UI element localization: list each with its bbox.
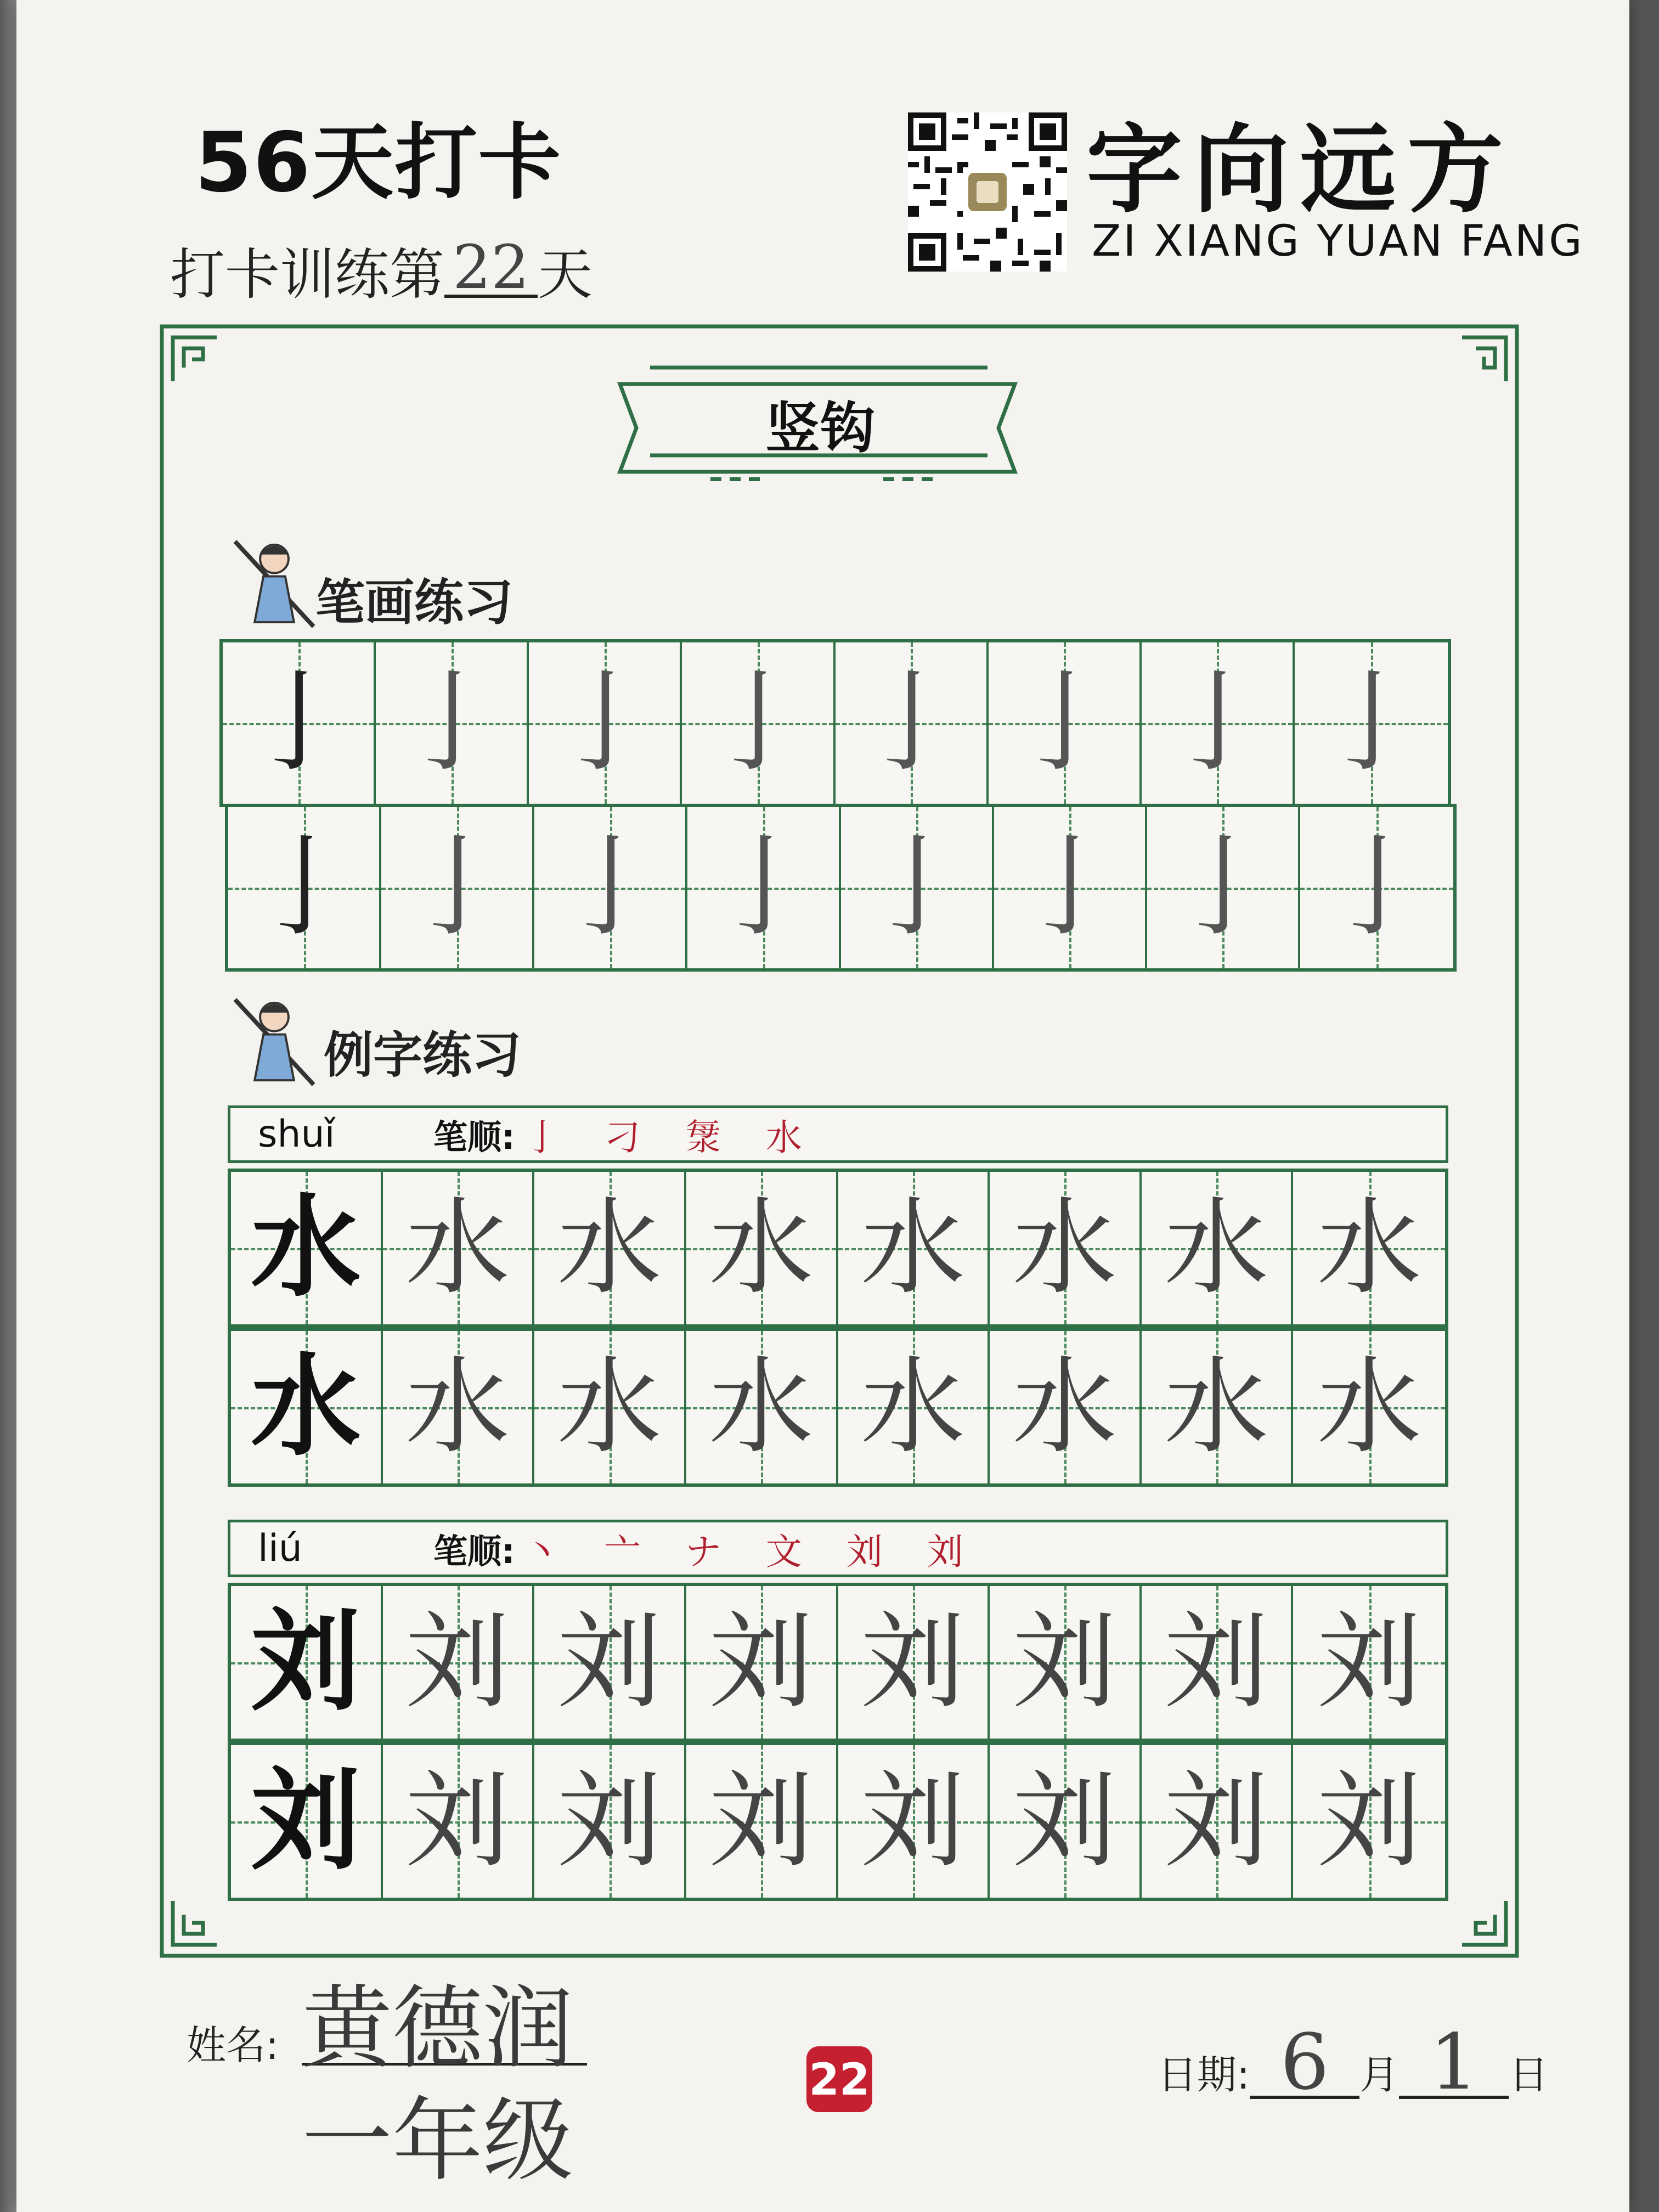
stroke-practice-cell: [381, 807, 534, 968]
stroke-glyph: 亅: [1009, 659, 1119, 787]
practice-character: 刘: [405, 1760, 510, 1882]
stroke-order-sequence: 亅 刁 𣴴 水: [523, 1116, 819, 1159]
lesson-stroke-name: 竖钩: [765, 396, 875, 460]
practice-character: 刘: [1164, 1760, 1269, 1882]
handwritten-character-cell: [383, 1586, 535, 1739]
name-label: 姓名:: [187, 2022, 279, 2068]
practice-character: 刘: [1317, 1760, 1421, 1882]
practice-character: 刘: [860, 1601, 965, 1723]
day-prefix: 打卡训练第: [170, 242, 444, 307]
practice-character: 水: [1317, 1346, 1421, 1468]
stroke-glyph: 亅: [249, 823, 359, 951]
char-info-bar-shui: [228, 1105, 1448, 1163]
handwritten-character-cell: [838, 1586, 990, 1739]
stroke-practice-cell: [682, 642, 835, 804]
handwritten-character-cell: [1293, 1586, 1445, 1739]
practice-character: 刘: [1012, 1601, 1117, 1723]
char-practice-row-liu-2: [228, 1742, 1448, 1901]
handwritten-character-cell: [838, 1745, 990, 1898]
example-practice-title: 例字练习: [324, 1026, 521, 1084]
brand-subtitle: ZI XIANG YUAN FANG: [1092, 217, 1584, 266]
handwritten-character-cell: [1142, 1745, 1294, 1898]
stroke-glyph: 亅: [1316, 659, 1426, 787]
handwritten-character-cell: [686, 1331, 838, 1483]
handwritten-character-cell: [534, 1172, 686, 1324]
practice-character: 刘: [1317, 1601, 1421, 1723]
handwritten-character-cell: [990, 1331, 1142, 1483]
practice-character: 水: [405, 1346, 510, 1468]
practice-character: 刘: [1012, 1760, 1117, 1882]
stroke-practice-cell: [687, 807, 840, 968]
brand-logo-text: 字向远方: [1086, 114, 1514, 226]
practice-character: 水: [557, 1346, 662, 1468]
handwritten-character-cell: [534, 1586, 686, 1739]
stroke-practice-cell: [841, 807, 994, 968]
model-character: 刘: [251, 1757, 361, 1885]
student-name: 黄德润: [302, 1976, 573, 2081]
char-practice-row-shui-2: [228, 1328, 1448, 1487]
stroke-practice-cell: [836, 642, 989, 804]
qr-code-icon: [908, 112, 1067, 272]
stroke-practice-row-2: [225, 804, 1457, 972]
day-label: 日: [1509, 2052, 1549, 2098]
day-suffix: 天: [538, 242, 592, 307]
handwritten-character-cell: [383, 1745, 535, 1898]
worksheet-page: [16, 0, 1629, 2212]
scholar-avatar-icon: [230, 535, 318, 631]
day-counter: [170, 230, 592, 309]
stroke-glyph: 亅: [861, 823, 972, 951]
practice-character: 水: [1012, 1187, 1117, 1308]
stroke-glyph: 亅: [1322, 823, 1432, 951]
stroke-practice-cell: [534, 807, 687, 968]
month-value: 6: [1250, 2030, 1359, 2099]
pinyin-label: shuǐ: [258, 1113, 335, 1156]
stroke-glyph: 亅: [708, 823, 818, 951]
date-label: 日期:: [1158, 2052, 1250, 2098]
month-label: 月: [1359, 2052, 1400, 2098]
model-character-cell: [231, 1586, 383, 1739]
practice-character: 水: [1012, 1346, 1117, 1468]
stroke-practice-cell: [1142, 642, 1295, 804]
model-character: 刘: [251, 1598, 361, 1726]
practice-character: 水: [709, 1187, 814, 1308]
handwritten-character-cell: [534, 1331, 686, 1483]
handwritten-character-cell: [1293, 1172, 1445, 1324]
practice-character: 刘: [557, 1601, 662, 1723]
practice-character: 刘: [405, 1601, 510, 1723]
model-character: 水: [251, 1184, 361, 1312]
handwritten-character-cell: [686, 1745, 838, 1898]
practice-character: 水: [1164, 1187, 1269, 1308]
practice-character: 水: [860, 1187, 965, 1308]
stroke-glyph: 亅: [396, 659, 506, 787]
stroke-order-sequence: 丶 亠 ナ 文 刘 刘: [523, 1531, 980, 1573]
practice-character: 水: [557, 1187, 662, 1308]
practice-character: 水: [405, 1187, 510, 1308]
practice-character: 刘: [860, 1760, 965, 1882]
stroke-practice-cell: [376, 642, 529, 804]
scholar-avatar-icon: [230, 993, 318, 1089]
stroke-practice-cell: [994, 807, 1147, 968]
handwritten-character-cell: [1142, 1172, 1294, 1324]
practice-character: 刘: [709, 1760, 814, 1882]
handwritten-character-cell: [383, 1331, 535, 1483]
handwritten-character-cell: [990, 1172, 1142, 1324]
handwritten-character-cell: [686, 1172, 838, 1324]
model-character-cell: [231, 1172, 383, 1324]
day-value: 1: [1399, 2030, 1509, 2099]
stroke-practice-cell: [1295, 642, 1448, 804]
practice-character: 水: [709, 1346, 814, 1468]
handwritten-character-cell: [686, 1586, 838, 1739]
stroke-glyph: 亅: [702, 659, 812, 787]
model-character-cell: [231, 1745, 383, 1898]
stroke-practice-cell: [1300, 807, 1453, 968]
practice-character: 水: [1317, 1187, 1421, 1308]
practice-character: 刘: [557, 1760, 662, 1882]
stroke-glyph: 亅: [243, 659, 353, 787]
stroke-practice-row-1: [219, 639, 1451, 807]
stroke-glyph: 亅: [549, 659, 659, 787]
stroke-practice-title: 笔画练习: [315, 574, 513, 631]
stroke-practice-cell: [223, 642, 376, 804]
char-info-bar-liu: [228, 1520, 1448, 1577]
student-grade: 一年级: [302, 2088, 573, 2193]
handwritten-character-cell: [534, 1745, 686, 1898]
practice-character: 水: [860, 1346, 965, 1468]
handwritten-character-cell: [1142, 1331, 1294, 1483]
handwritten-character-cell: [1293, 1745, 1445, 1898]
practice-character: 水: [1164, 1346, 1269, 1468]
stroke-order-label: 笔顺:: [433, 1531, 515, 1571]
handwritten-character-cell: [990, 1745, 1142, 1898]
practice-character: 刘: [1164, 1601, 1269, 1723]
pinyin-label: liú: [258, 1527, 302, 1570]
model-character: 水: [251, 1343, 361, 1471]
practice-character: 刘: [709, 1601, 814, 1723]
stroke-practice-cell: [529, 642, 682, 804]
stroke-practice-cell: [228, 807, 381, 968]
char-practice-row-liu-1: [228, 1583, 1448, 1742]
day-number: 22: [444, 240, 538, 298]
char-practice-row-shui-1: [228, 1169, 1448, 1328]
stroke-order-label: 笔顺:: [433, 1117, 515, 1157]
stroke-practice-cell: [989, 642, 1142, 804]
date-field: [1158, 2018, 1549, 2107]
stroke-practice-cell: [1147, 807, 1300, 968]
stroke-glyph: 亅: [856, 659, 966, 787]
handwritten-character-cell: [1293, 1331, 1445, 1483]
challenge-title: 56天打卡: [195, 115, 562, 211]
model-character-cell: [231, 1331, 383, 1483]
stroke-glyph: 亅: [1167, 823, 1278, 951]
stroke-glyph: 亅: [402, 823, 512, 951]
handwritten-character-cell: [990, 1586, 1142, 1739]
handwritten-character-cell: [1142, 1586, 1294, 1739]
handwritten-character-cell: [838, 1172, 990, 1324]
handwritten-character-cell: [383, 1172, 535, 1324]
handwritten-character-cell: [838, 1331, 990, 1483]
stroke-glyph: 亅: [1014, 823, 1125, 951]
stroke-glyph: 亅: [555, 823, 665, 951]
page-number-badge: 22: [806, 2046, 872, 2112]
stroke-glyph: 亅: [1162, 659, 1272, 787]
